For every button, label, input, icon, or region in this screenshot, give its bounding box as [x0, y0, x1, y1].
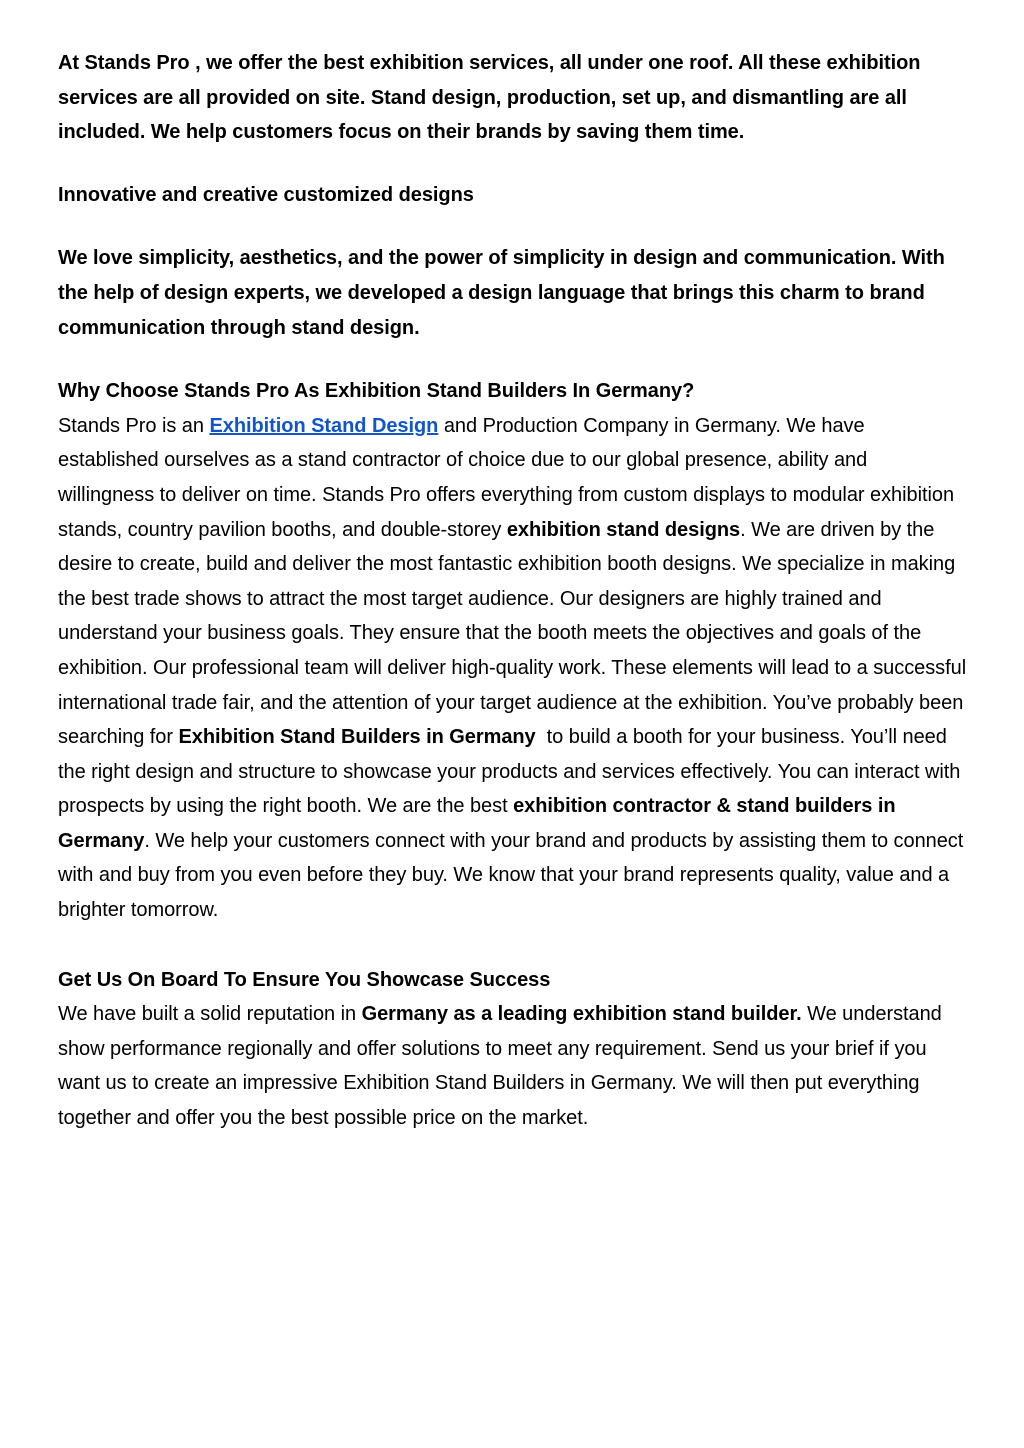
why-text-3: . We are driven by the desire to create, build and deliver the most fantastic exhibition booth designs. We specialize in making the best trade shows to attract the most target audience. Our designers are highly trained and understand your business goals. They ensure that the booth meets the objectives and goals of the exhibition. Our professional team will deliver high-quality work. These elements will lead to a successful international trade fair, and the attention of your target audience at the exhibition. You’ve probably been searching for	[58, 518, 967, 749]
designs-paragraph: We love simplicity, aesthetics, and the power of simplicity in design and communication. With the help of design experts, we developed a design language that brings this charm to brand communication through stand design.	[58, 247, 945, 339]
exhibition-stand-design-link[interactable]: Exhibition Stand Design	[209, 414, 439, 437]
why-heading: Why Choose Stands Pro As Exhibition Stand Builders In Germany?	[58, 380, 695, 403]
why-bold-1: exhibition stand designs	[506, 518, 741, 541]
board-paragraph	[58, 997, 968, 1135]
why-text-5: . We help your customers connect with your brand and products by assisting them to connect with and buy from you even before they buy. We know that your brand represents quality, value and a brighter tomorrow.	[58, 829, 964, 922]
board-text-1: We have built a solid reputation in	[58, 1003, 362, 1026]
why-text-2: and Production Company in Germany. We have established ourselves as a stand contractor of choice due to our global presence, ability and willingness to deliver on time. Stands Pro offers everything from custom displays to modular exhibition stands, country pavilion booths, and double-storey	[58, 414, 955, 541]
why-bold-3: exhibition contractor & stand builders in Germany	[58, 795, 896, 852]
intro-paragraph: At Stands Pro , we offer the best exhibition services, all under one roof. All these exhibition services are all provided on site. Stand design, production, set up, and dismantling are all included. We help customers focus on their brands by saving them time.	[58, 52, 921, 144]
board-heading: Get Us On Board To Ensure You Showcase Success	[58, 968, 551, 991]
why-text-4: to build a booth for your business. You’ll need the right design and structure to showcase your products and services effectively. You can interact with prospects by using the right booth. We are the best	[58, 726, 966, 818]
why-bold-2: Exhibition Stand Builders in Germany	[178, 726, 536, 749]
designs-heading: Innovative and creative customized designs	[58, 183, 474, 206]
why-text-1: Stands Pro is an	[58, 414, 210, 437]
board-bold-1: Germany as a leading exhibition stand builder.	[361, 1003, 802, 1026]
why-paragraph	[58, 409, 968, 928]
board-text-2: We understand show performance regionally and offer solutions to meet any requirement. Send us your brief if you want us to create an impressive Exhibition Stand Builders in Germany. We will then put everything together and offer you the best possible price on the market.	[58, 1003, 942, 1130]
